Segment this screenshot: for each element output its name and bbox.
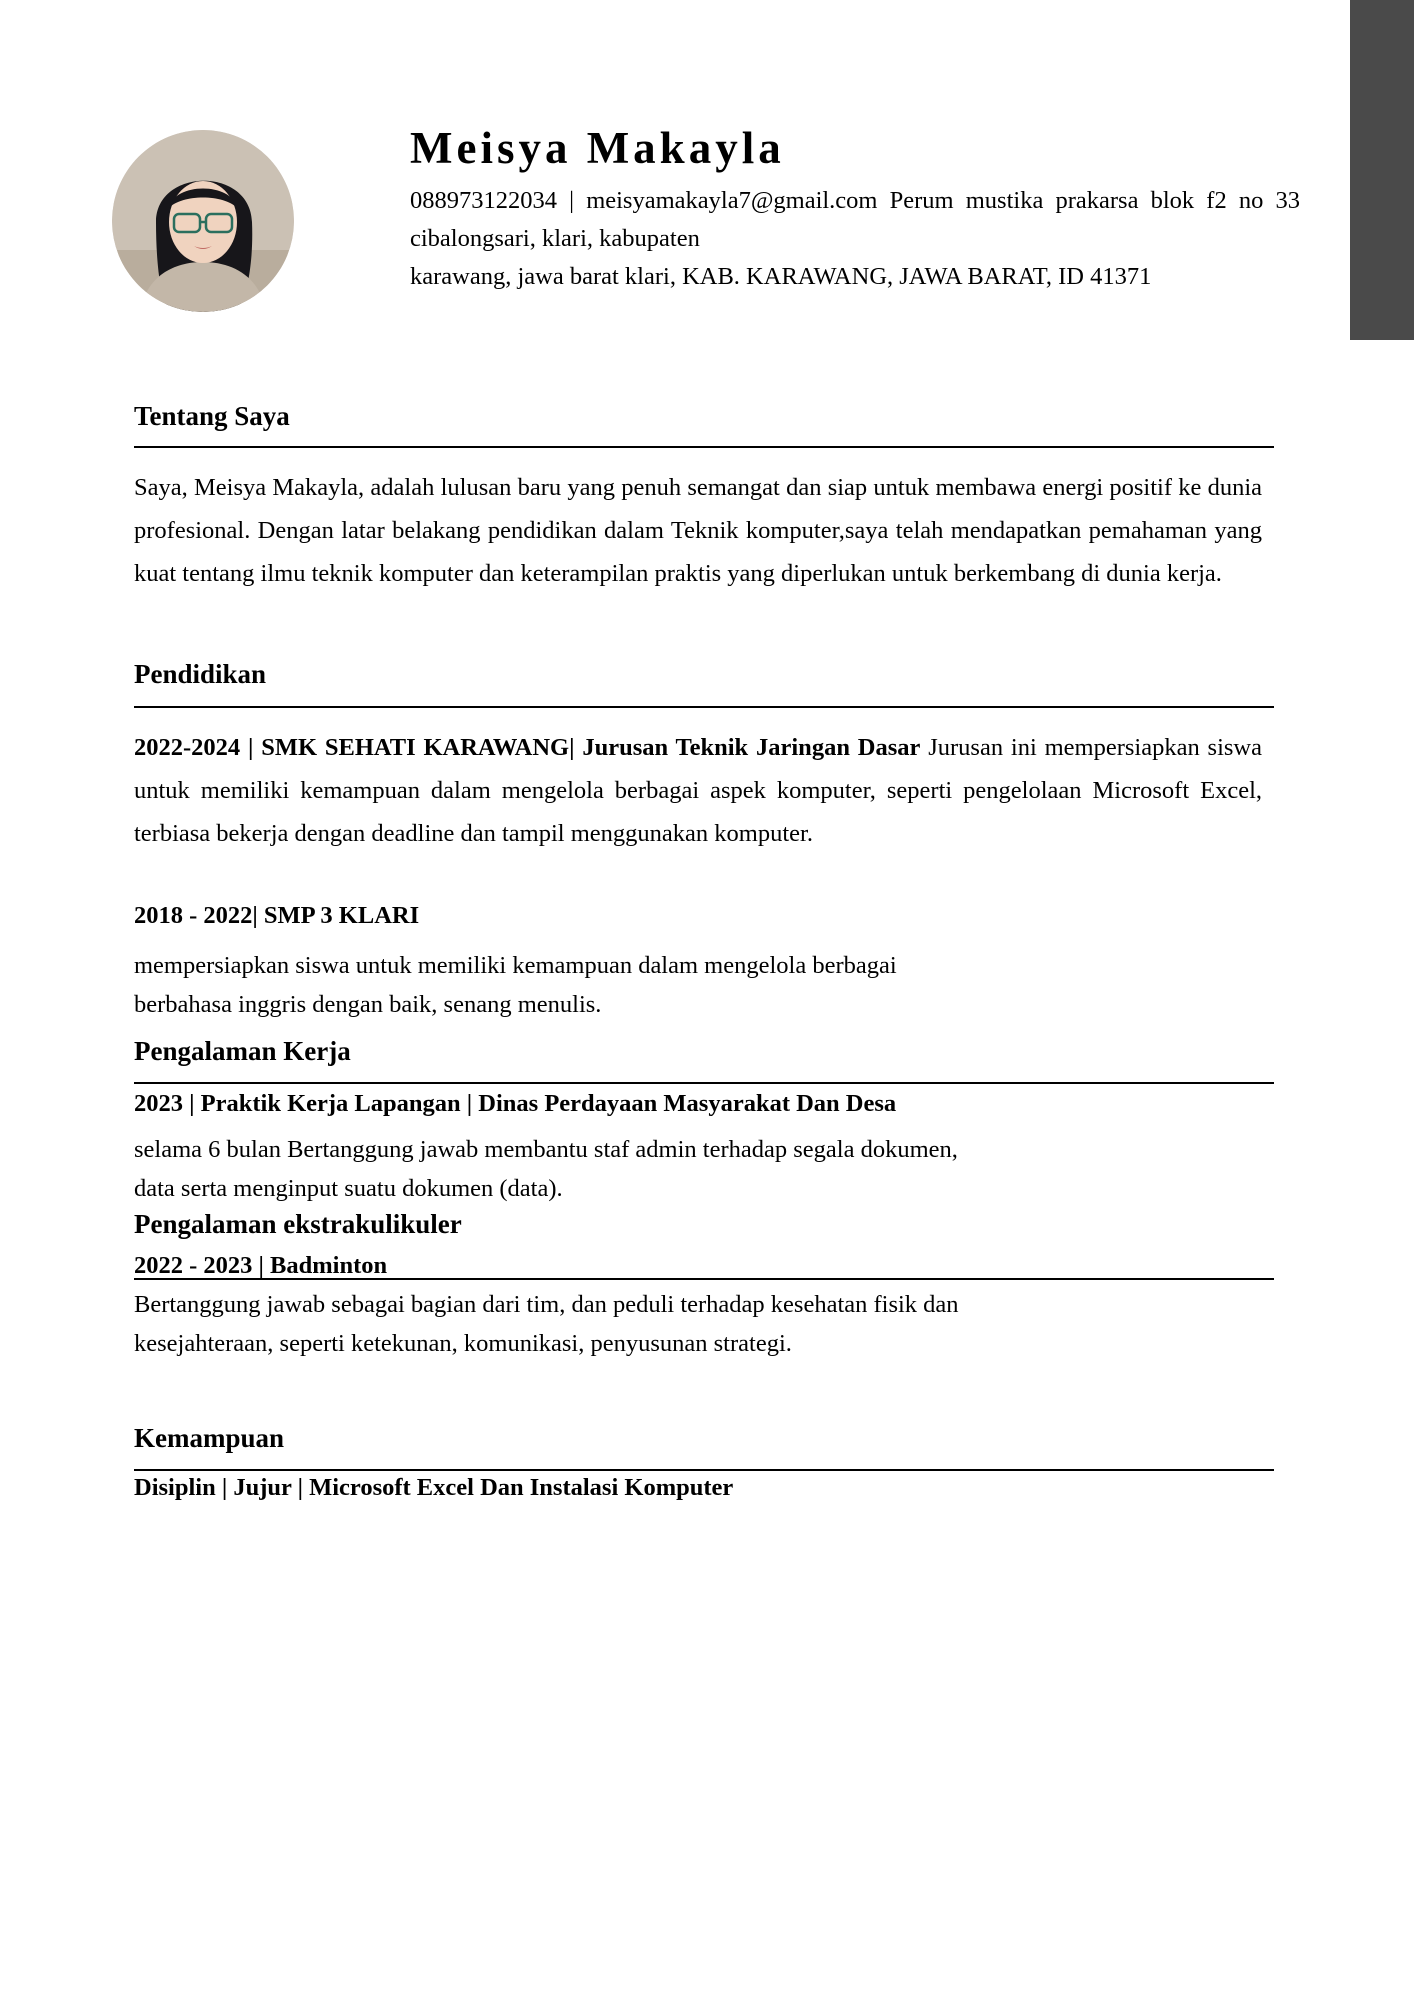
education-entry-2-title: 2018 - 2022| SMP 3 KLARI xyxy=(134,902,420,929)
section-heading-about: Tentang Saya xyxy=(134,401,290,431)
divider-work xyxy=(134,1082,1274,1084)
education-entry-1 xyxy=(134,727,1262,856)
education-entry-2-line-1: mempersiapkan siswa untuk memiliki kemampuan dalam mengelola berbagai xyxy=(134,952,897,979)
education-entry-1-title: 2022-2024 | SMK SEHATI KARAWANG| Jurusan Teknik Jaringan Dasar xyxy=(134,734,921,761)
skills-body: Disiplin | Jujur | Microsoft Excel Dan Instalasi Komputer xyxy=(134,1474,734,1501)
divider-skills xyxy=(134,1469,1274,1471)
section-heading-extracurricular: Pengalaman ekstrakulikuler xyxy=(134,1209,462,1239)
section-heading-skills: Kemampuan xyxy=(134,1423,285,1453)
divider-about xyxy=(134,446,1274,448)
page-edge-band xyxy=(1350,0,1414,340)
page-title: Meisya Makayla xyxy=(410,123,785,173)
education-entry-2-body xyxy=(134,946,1262,1024)
extracurricular-line-1: Bertanggung jawab sebagai bagian dari tim, dan peduli terhadap kesehatan fisik dan xyxy=(134,1291,959,1318)
resume-header xyxy=(134,123,1300,390)
extracurricular-entry-body xyxy=(134,1285,1262,1363)
work-entry-body xyxy=(134,1130,1262,1208)
section-heading-education: Pendidikan xyxy=(134,659,267,689)
work-entry-line-2: data serta menginput suatu dokumen (data). xyxy=(134,1175,563,1203)
about-body: Saya, Meisya Makayla, adalah lulusan baru yang penuh semangat dan siap untuk membawa energi positif ke dunia profesional. Dengan latar belakang pendidikan dalam Teknik komputer,saya telah mendapatkan pemahaman yang kuat tentang ilmu teknik komputer dan keterampilan praktis yang diperlukan untuk berkembang di dunia kerja. xyxy=(134,474,1262,587)
work-entry-line-1: selama 6 bulan Bertanggung jawab membantu staf admin terhadap segala dokumen, xyxy=(134,1136,958,1163)
contact-line-2: karawang, jawa barat klari, KAB. KARAWANG, JAWA BARAT, ID 41371 xyxy=(410,263,1152,291)
education-entry-1-body: Jurusan ini mempersiapkan siswa untuk memiliki kemampuan dalam mengelola berbagai aspek komputer, seperti pengelolaan Microsoft Excel, terbiasa bekerja dengan deadline dan tampil menggunakan komputer. xyxy=(134,734,1262,847)
education-entry-2-line-2: berbahasa inggris dengan baik, senang menulis. xyxy=(134,991,602,1019)
divider-education xyxy=(134,706,1274,708)
divider-extracurricular xyxy=(134,1278,1274,1280)
extracurricular-line-2: kesejahteraan, seperti ketekunan, komunikasi, penyusunan strategi. xyxy=(134,1330,792,1358)
section-heading-work: Pengalaman Kerja xyxy=(134,1036,351,1066)
work-entry-title: 2023 | Praktik Kerja Lapangan | Dinas Perdayaan Masyarakat Dan Desa xyxy=(134,1090,897,1117)
header-text xyxy=(410,120,1300,296)
resume-content xyxy=(134,0,1300,1501)
extracurricular-entry-title: 2022 - 2023 | Badminton xyxy=(134,1252,388,1279)
contact-line-1: 088973122034 | meisyamakayla7@gmail.com Perum mustika prakarsa blok f2 no 33 cibalongsari, klari, kabupaten xyxy=(410,187,1300,253)
avatar xyxy=(112,130,294,312)
